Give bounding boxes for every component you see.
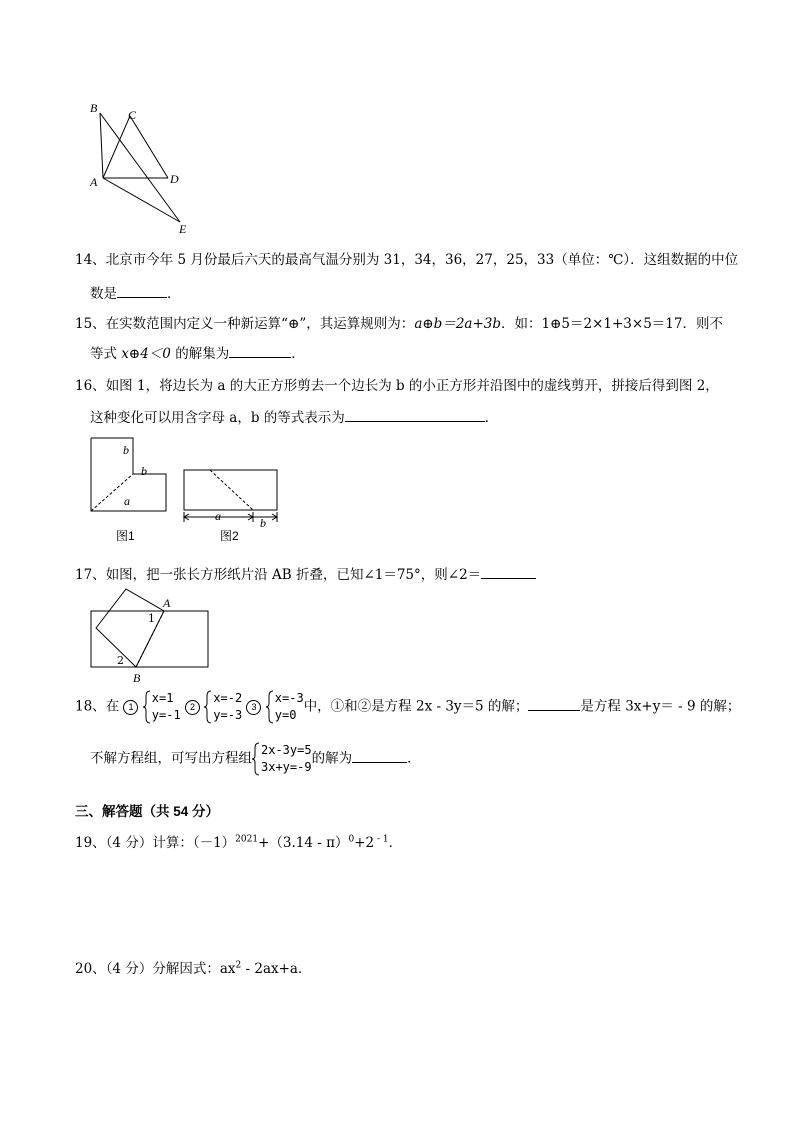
q16-number: 16、 bbox=[75, 378, 106, 394]
system-4-eq-1: 2x-3y=5 bbox=[261, 743, 312, 757]
question-20 bbox=[75, 957, 311, 977]
q14-number: 14、 bbox=[75, 252, 106, 268]
q17-text: 如图，把一张长方形纸片沿 AB 折叠，已知∠1＝75°，则∠2＝ bbox=[105, 567, 482, 583]
system-1-eq-1: x=1 bbox=[151, 691, 174, 705]
section-3-heading: 三、解答题（共 54 分） bbox=[75, 804, 220, 819]
question-16 bbox=[75, 374, 719, 394]
question-16-line2 bbox=[90, 406, 498, 426]
q15-text-2c: 的解集为 bbox=[170, 346, 230, 362]
brace-icon bbox=[266, 690, 274, 724]
q20-exp: 2 bbox=[235, 960, 242, 971]
q15-text-1a: 在实数范围内定义一种新运算“⊕”，其运算规则为： bbox=[105, 316, 415, 332]
q20-end: ． bbox=[297, 961, 312, 977]
q18-answer-blank-1[interactable] bbox=[528, 697, 580, 711]
question-17 bbox=[75, 563, 536, 583]
system-2-eq-2: y=-3 bbox=[213, 708, 243, 722]
q15-number: 15、 bbox=[75, 316, 106, 332]
q15-inequality: x⊕4＜0 bbox=[121, 346, 171, 362]
fig2-caption: 图2 bbox=[220, 529, 239, 543]
label-d: D bbox=[170, 172, 179, 186]
q18-line2-a: 不解方程组，可写出方程组 bbox=[90, 750, 252, 767]
label-c: C bbox=[128, 108, 137, 122]
fig1-caption: 图1 bbox=[116, 529, 135, 543]
system-2-eq-1: x=-2 bbox=[213, 691, 243, 705]
question-15-line2 bbox=[90, 342, 305, 362]
circle-2: 2 bbox=[185, 700, 200, 715]
q15-rule: a⊕b＝2a+3b bbox=[414, 316, 501, 332]
q19-text-2: +（3.14 - π） bbox=[258, 835, 349, 851]
q15-end: ． bbox=[291, 346, 305, 362]
system-3-eq-1: x=-3 bbox=[274, 691, 304, 705]
q14-end: ． bbox=[167, 286, 181, 302]
system-2 bbox=[204, 690, 242, 724]
question-18 bbox=[75, 690, 740, 724]
question-18-line2 bbox=[90, 742, 421, 776]
q14-answer-blank[interactable] bbox=[117, 284, 167, 298]
angle-1-label: 1 bbox=[148, 612, 155, 625]
brace-icon bbox=[204, 690, 212, 724]
question-14-line2 bbox=[90, 282, 181, 302]
q15-text-1c: ．如：1⊕5＝2×1+3×5＝17．则不 bbox=[501, 316, 723, 332]
question-19 bbox=[75, 831, 402, 851]
angle-2-label: 2 bbox=[117, 654, 124, 667]
fold-figure bbox=[88, 585, 213, 675]
circle-3: 3 bbox=[246, 700, 261, 715]
fig2-label-b: b bbox=[260, 516, 266, 530]
q19-end: ． bbox=[388, 835, 403, 851]
system-4 bbox=[252, 742, 312, 776]
q19-number: 19、 bbox=[75, 835, 106, 851]
q16-answer-blank[interactable] bbox=[345, 408, 485, 422]
q17-number: 17、 bbox=[75, 567, 106, 583]
q18-mid-1: 中，①和②是方程 2x - 3y＝5 的解； bbox=[303, 698, 529, 715]
question-15 bbox=[75, 312, 723, 332]
q19-text-3: +2 bbox=[354, 835, 375, 851]
q16-end: ． bbox=[484, 410, 499, 426]
system-4-eq-2: 3x+y=-9 bbox=[261, 760, 312, 774]
q19-exp-3: - 1 bbox=[374, 834, 389, 845]
q15-answer-blank[interactable] bbox=[229, 344, 291, 358]
q18-answer-blank-2[interactable] bbox=[352, 749, 407, 763]
q19-exp-1: 2021 bbox=[235, 834, 259, 845]
label-a: A bbox=[90, 175, 98, 189]
q16-text-2: 这种变化可以用含字母 a，b 的等式表示为 bbox=[90, 410, 345, 426]
fig1-label-b-top: b bbox=[123, 443, 129, 457]
system-3-eq-2: y=0 bbox=[274, 708, 297, 722]
q18-pre: 在 bbox=[105, 698, 120, 715]
label-b: B bbox=[90, 101, 98, 115]
fig1-label-a: a bbox=[124, 494, 130, 508]
question-14 bbox=[75, 248, 738, 268]
q18-number: 18、 bbox=[75, 698, 106, 715]
q20-number: 20、 bbox=[75, 961, 106, 977]
q14-text-2: 数是 bbox=[90, 286, 117, 302]
circle-1: 1 bbox=[123, 700, 138, 715]
brace-icon bbox=[143, 690, 151, 724]
triangle-figure bbox=[85, 98, 195, 238]
system-1 bbox=[143, 690, 181, 724]
q17-answer-blank[interactable] bbox=[481, 565, 536, 579]
fig1-label-b-right: b bbox=[141, 464, 147, 478]
q16-text-1: 如图 1，将边长为 a 的大正方形剪去一个边长为 b 的小正方形并沿图中的虚线剪开，拼接后得到图 2， bbox=[105, 378, 719, 394]
q19-exp-2: 0 bbox=[348, 834, 355, 845]
q20-text-2: - 2ax+a bbox=[241, 961, 298, 977]
fig2-label-a: a bbox=[215, 509, 221, 523]
q18-mid-2: 是方程 3x+y＝ - 9 的解； bbox=[580, 698, 741, 715]
q15-text-2a: 等式 bbox=[90, 346, 122, 362]
q19-text: （4 分）计算：（－1） bbox=[105, 835, 236, 851]
q18-end: ． bbox=[407, 750, 421, 767]
fold-label-b: B bbox=[133, 671, 141, 685]
system-3 bbox=[266, 690, 304, 724]
system-1-eq-2: y=-1 bbox=[151, 708, 181, 722]
fold-label-a: A bbox=[163, 596, 171, 610]
q20-text: （4 分）分解因式：ax bbox=[105, 961, 236, 977]
brace-icon bbox=[252, 742, 260, 776]
label-e: E bbox=[179, 222, 187, 236]
q18-line2-b: 的解为 bbox=[311, 750, 353, 767]
q14-text-1: 北京市今年 5 月份最后六天的最高气温分别为 31，34，36，27，25，33（单位：℃）．这组数据的中位 bbox=[105, 252, 739, 268]
